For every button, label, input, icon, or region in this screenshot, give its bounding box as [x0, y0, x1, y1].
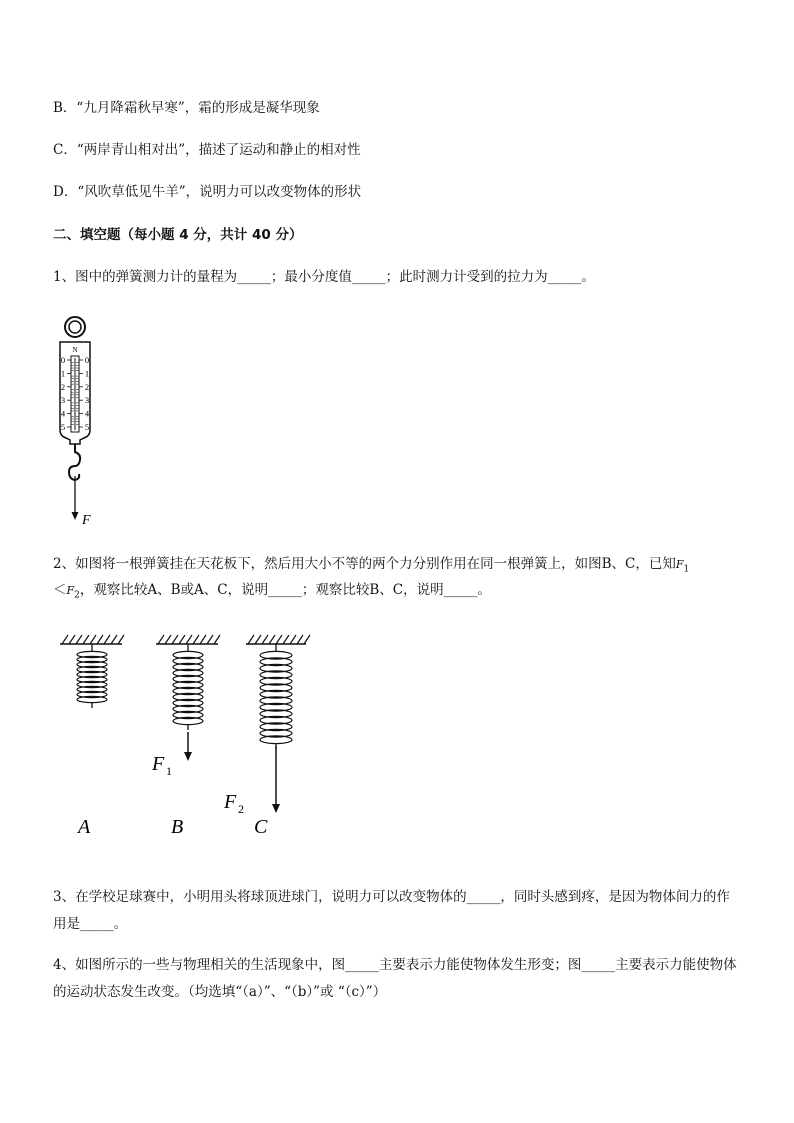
question-3: 3、在学校足球赛中，小明用头将球顶进球门，说明力可以改变物体的_____，同时头感到疼，是因为物体间力的作用是_____。 [53, 889, 730, 932]
arrow-f2 [272, 804, 280, 813]
force-label-f2: F [224, 791, 237, 813]
question-2-text-b: ，观察比较A、B或A、C，说明_____；观察比较B、C，说明_____。 [79, 582, 491, 598]
spring-c [260, 644, 292, 749]
scale-tick-right-1: 1 [84, 368, 90, 379]
scale-force-label: F [82, 513, 91, 528]
spring-b [173, 644, 203, 730]
ceiling-a [60, 635, 124, 644]
springs-figure [56, 628, 346, 843]
section-title: 二、填空题（每小题 4 分，共计 40 分） [53, 227, 303, 243]
spring-a [77, 644, 107, 708]
f1-symbol: F [675, 558, 684, 571]
label-a: A [78, 816, 91, 838]
scale-tick-right-4: 4 [84, 408, 90, 419]
less-than-symbol: ＜ [53, 582, 67, 598]
force-sub-f2: 2 [238, 802, 244, 816]
scale-tick-right-2: 2 [84, 381, 90, 392]
force-sub-f1: 1 [166, 764, 172, 778]
scale-unit-label: N [72, 346, 78, 354]
label-b: B [171, 816, 184, 838]
option-c: C．“两岸青山相对出”，描述了运动和静止的相对性 [53, 142, 361, 158]
f2-subscript: 2 [74, 590, 80, 601]
scale-tick-right-0: 0 [84, 355, 90, 365]
scale-tick-left-1: 1 [60, 368, 66, 379]
scale-tick-left-4: 4 [60, 408, 66, 419]
scale-tick-right-3: 3 [84, 395, 90, 406]
question-2-text-a: 2、如图将一根弹簧挂在天花板下，然后用大小不等的两个力分别作用在同一根弹簧上，如图B、C，已知 [53, 556, 676, 572]
f1-subscript: 1 [683, 564, 690, 575]
force-label-f1: F [152, 753, 165, 775]
option-b: B．“九月降霜秋早寒”，霜的形成是凝华现象 [53, 100, 320, 116]
arrow-f1 [184, 752, 192, 761]
option-d: D．“风吹草低见牛羊”，说明力可以改变物体的形状 [53, 184, 362, 200]
scale-tick-left-0: 0 [60, 355, 66, 365]
ceiling-c [246, 635, 310, 644]
spring-scale-figure [52, 314, 112, 529]
scale-tick-left-5: 5 [60, 422, 66, 432]
question-2-line-1 [53, 554, 689, 580]
scale-hook [69, 444, 80, 480]
ceiling-b [156, 635, 220, 644]
scale-top-ring [65, 317, 85, 337]
question-4: 4、如图所示的一些与物理相关的生活现象中，图_____主要表示力能使物体发生形变；图_____主要表示力能使物体的运动状态发生改变。（均选填“（a）”、“（b）”或 “（c）”） [53, 957, 737, 1000]
label-c: C [254, 816, 268, 838]
scale-tick-right-5: 5 [84, 422, 90, 432]
scale-tick-left-2: 2 [60, 381, 66, 392]
question-1: 1、图中的弹簧测力计的量程为_____；最小分度值_____；此时测力计受到的拉力为_____。 [53, 269, 595, 285]
scale-tick-left-3: 3 [60, 395, 66, 406]
question-2-line-2 [53, 580, 491, 606]
f2-symbol: F [66, 584, 75, 597]
